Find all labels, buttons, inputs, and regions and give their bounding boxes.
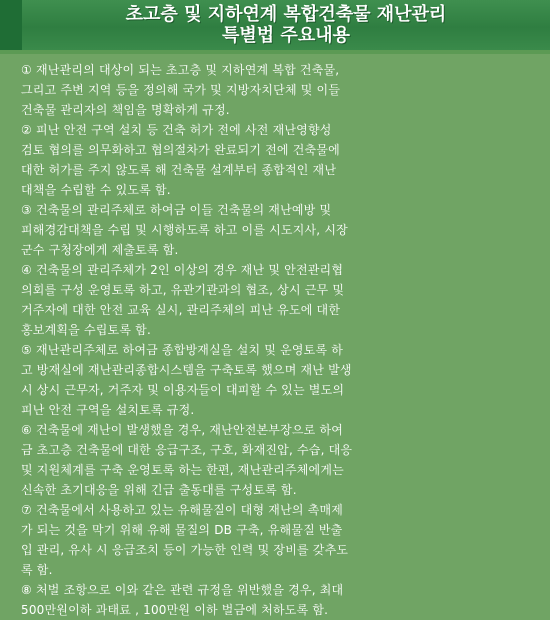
item-line: 대책을 수립할 수 있도록 함. <box>21 183 171 197</box>
item-line: 대한 허가를 주지 않도록 해 건축물 설계부터 종합적인 재난 <box>21 163 337 177</box>
item-line: ⑤ 재난관리주체로 하여금 종합방재실을 설치 및 운영토록 하 <box>21 343 344 357</box>
item-6 <box>21 420 531 500</box>
item-line: 입 관리, 유사 시 응급조치 등이 가능한 인력 및 장비를 갖추도 <box>21 543 349 557</box>
header-divider <box>0 50 550 54</box>
content-body <box>21 60 531 620</box>
item-1 <box>21 60 531 120</box>
item-line: ④ 건축물의 관리주체가 2인 이상의 경우 재난 및 안전관리협 <box>21 263 344 277</box>
item-4 <box>21 260 531 340</box>
item-7 <box>21 500 531 580</box>
item-line: 검토 협의를 의무화하고 협의절차가 완료되기 전에 건축물에 <box>21 143 340 157</box>
item-line: 시 상시 근무자, 거주자 및 이용자들이 대피할 수 있는 별도의 <box>21 383 345 397</box>
item-line: 가 되는 것을 막기 위해 유해 물질의 DB 구축, 유해물질 반출 <box>21 523 343 537</box>
item-line: 건축물 관리자의 책임을 명확하게 규정. <box>21 103 230 117</box>
item-5 <box>21 340 531 420</box>
page-header <box>22 0 550 50</box>
item-line: 군수 구청장에게 제출토록 함. <box>21 243 179 257</box>
item-line: ③ 건축물의 관리주체로 하여금 이들 건축물의 재난예방 및 <box>21 203 332 217</box>
item-line: 거주자에 대한 안전 교육 실시, 관리주체의 피난 유도에 대한 <box>21 303 341 317</box>
title-line-1: 초고층 및 지하연계 복합건축물 재난관리 <box>125 4 447 25</box>
title-line-2: 특별법 주요내용 <box>222 25 350 46</box>
item-2 <box>21 120 531 200</box>
item-line: 및 지원체계를 구축 운영토록 하는 한편, 재난관리주체에게는 <box>21 463 344 477</box>
item-line: 그리고 주변 지역 등을 정의해 국가 및 지방자치단체 및 이들 <box>21 83 341 97</box>
item-line: 피난 안전 구역을 설치토록 규정. <box>21 403 195 417</box>
left-accent-bar <box>0 0 22 50</box>
item-line: 피해경감대책을 수립 및 시행하도록 하고 이를 시도지사, 시장 <box>21 223 348 237</box>
item-line: ⑦ 건축물에서 사용하고 있는 유해물질이 대형 재난의 촉매제 <box>21 503 344 517</box>
item-8 <box>21 580 531 620</box>
item-line: 홍보계획을 수립토록 함. <box>21 323 151 337</box>
item-line: ⑧ 처벌 조항으로 이와 같은 관련 규정을 위반했을 경우, 최대 <box>21 583 344 597</box>
item-line: ⑥ 건축물에 재난이 발생했을 경우, 재난안전본부장으로 하여 <box>21 423 344 437</box>
item-line: 록 함. <box>21 563 53 577</box>
item-line: ① 재난관리의 대상이 되는 초고층 및 지하연계 복합 건축물, <box>21 63 340 77</box>
item-line: ② 피난 안전 구역 설치 등 건축 허가 전에 사전 재난영향성 <box>21 123 332 137</box>
item-line: 금 초고층 건축물에 대한 응급구조, 구호, 화재진압, 수습, 대응 <box>21 443 353 457</box>
item-line: 고 방재실에 재난관리종합시스템을 구축토록 했으며 재난 발생 <box>21 363 352 377</box>
item-line: 신속한 초기대응을 위해 긴급 출동대를 구성토록 함. <box>21 483 297 497</box>
item-3 <box>21 200 531 260</box>
item-line: 500만원이하 과태료 , 100만원 이하 벌금에 처하도록 함. <box>21 603 329 617</box>
item-line: 의회를 구성 운영토록 하고, 유관기관과의 협조, 상시 근무 및 <box>21 283 345 297</box>
